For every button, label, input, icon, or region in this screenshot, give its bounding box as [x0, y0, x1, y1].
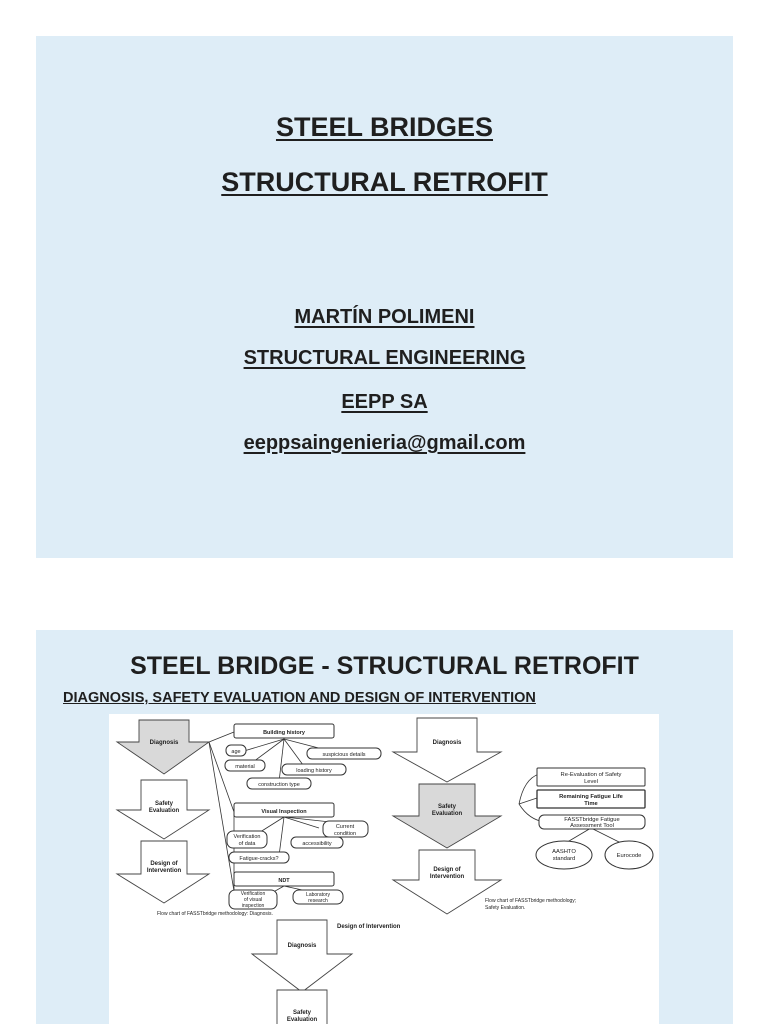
caption-safety-1: Flow chart of FASSTbridge methodology;: [485, 898, 577, 904]
svg-text:Evaluation: Evaluation: [286, 1017, 318, 1023]
slide-title: STEEL BRIDGE - STRUCTURAL RETROFIT: [130, 652, 639, 680]
svg-text:Safety: Safety: [154, 801, 174, 807]
title-line-1: STEEL BRIDGES: [275, 112, 494, 142]
svg-text:Evaluation: Evaluation: [148, 808, 180, 814]
flowchart-svg: [109, 714, 659, 1024]
svg-text:accessibility: accessibility: [302, 841, 332, 847]
right-safety-evaluation-arrow: [393, 784, 501, 848]
bottom-diagnosis-arrow: [252, 920, 352, 992]
svg-text:Evaluation: Evaluation: [431, 811, 463, 817]
svg-text:Assessment Tool: Assessment Tool: [570, 823, 614, 829]
caption-diagnosis: Flow chart of FASSTbridge methodology: Diagnosis.: [157, 911, 273, 917]
svg-text:loading history: loading history: [296, 768, 332, 774]
svg-text:Diagnosis: Diagnosis: [432, 740, 462, 746]
svg-text:standard: standard: [552, 856, 576, 862]
svg-text:material: material: [235, 764, 255, 770]
svg-text:Intervention: Intervention: [146, 868, 182, 874]
svg-text:Design of: Design of: [150, 861, 178, 867]
design-of-intervention-arrow: [117, 841, 209, 903]
svg-text:suspicious details: suspicious details: [322, 752, 366, 758]
svg-text:Eurocode: Eurocode: [616, 853, 642, 859]
svg-text:Building history: Building history: [263, 730, 305, 736]
svg-text:Current: Current: [335, 824, 355, 830]
svg-text:Safety: Safety: [292, 1010, 312, 1016]
svg-text:construction type: construction type: [258, 782, 300, 788]
svg-text:Remaining Fatigue Life: Remaining Fatigue Life: [559, 794, 623, 800]
svg-text:of data: of data: [238, 841, 256, 847]
caption-safety-2: Safety Evaluation.: [485, 905, 526, 911]
svg-text:AASHTO: AASHTO: [552, 849, 576, 855]
svg-text:FASSTbridge Fatigue: FASSTbridge Fatigue: [564, 817, 620, 823]
svg-text:Time: Time: [584, 801, 598, 807]
svg-text:of visual: of visual: [243, 897, 263, 903]
title-line-2: STRUCTURAL RETROFIT: [221, 167, 548, 197]
svg-text:age: age: [231, 749, 241, 755]
right-diagnosis-arrow: [393, 718, 501, 782]
slide-subtitle: DIAGNOSIS, SAFETY EVALUATION AND DESIGN OF INTERVENTION: [63, 690, 536, 706]
email-link[interactable]: eeppsaingenieria@gmail.com: [243, 432, 526, 454]
bottom-safety-arrow: [277, 990, 327, 1024]
department: STRUCTURAL ENGINEERING: [243, 347, 526, 369]
svg-text:Laboratory: Laboratory: [306, 892, 330, 898]
svg-text:condition: condition: [333, 831, 357, 837]
svg-text:Level: Level: [584, 779, 598, 785]
svg-text:Re-Evaluation of Safety: Re-Evaluation of Safety: [560, 772, 622, 778]
author-name: MARTÍN POLIMENI: [294, 306, 475, 328]
svg-text:Fatigue-cracks?: Fatigue-cracks?: [239, 856, 279, 862]
svg-text:inspection: inspection: [241, 903, 265, 909]
title-slide: [36, 36, 733, 558]
diagnosis-arrow: [117, 720, 209, 774]
svg-text:Intervention: Intervention: [429, 874, 465, 880]
svg-text:Diagnosis: Diagnosis: [287, 943, 317, 949]
content-slide: [36, 630, 733, 1024]
design-of-intervention-header: Design of Intervention: [337, 924, 401, 930]
svg-text:Design of: Design of: [433, 867, 461, 873]
svg-text:Safety: Safety: [437, 804, 457, 810]
company: EEPP SA: [341, 391, 428, 413]
diagnosis-label: Diagnosis: [149, 740, 179, 746]
svg-text:Verification: Verification: [233, 834, 261, 840]
svg-text:NDT: NDT: [278, 878, 290, 884]
flowchart-figure: [109, 714, 659, 1024]
svg-text:research: research: [308, 898, 328, 904]
svg-text:Visual Inspection: Visual Inspection: [261, 809, 307, 815]
svg-text:Verification: Verification: [240, 891, 266, 897]
safety-evaluation-arrow: [117, 780, 209, 839]
